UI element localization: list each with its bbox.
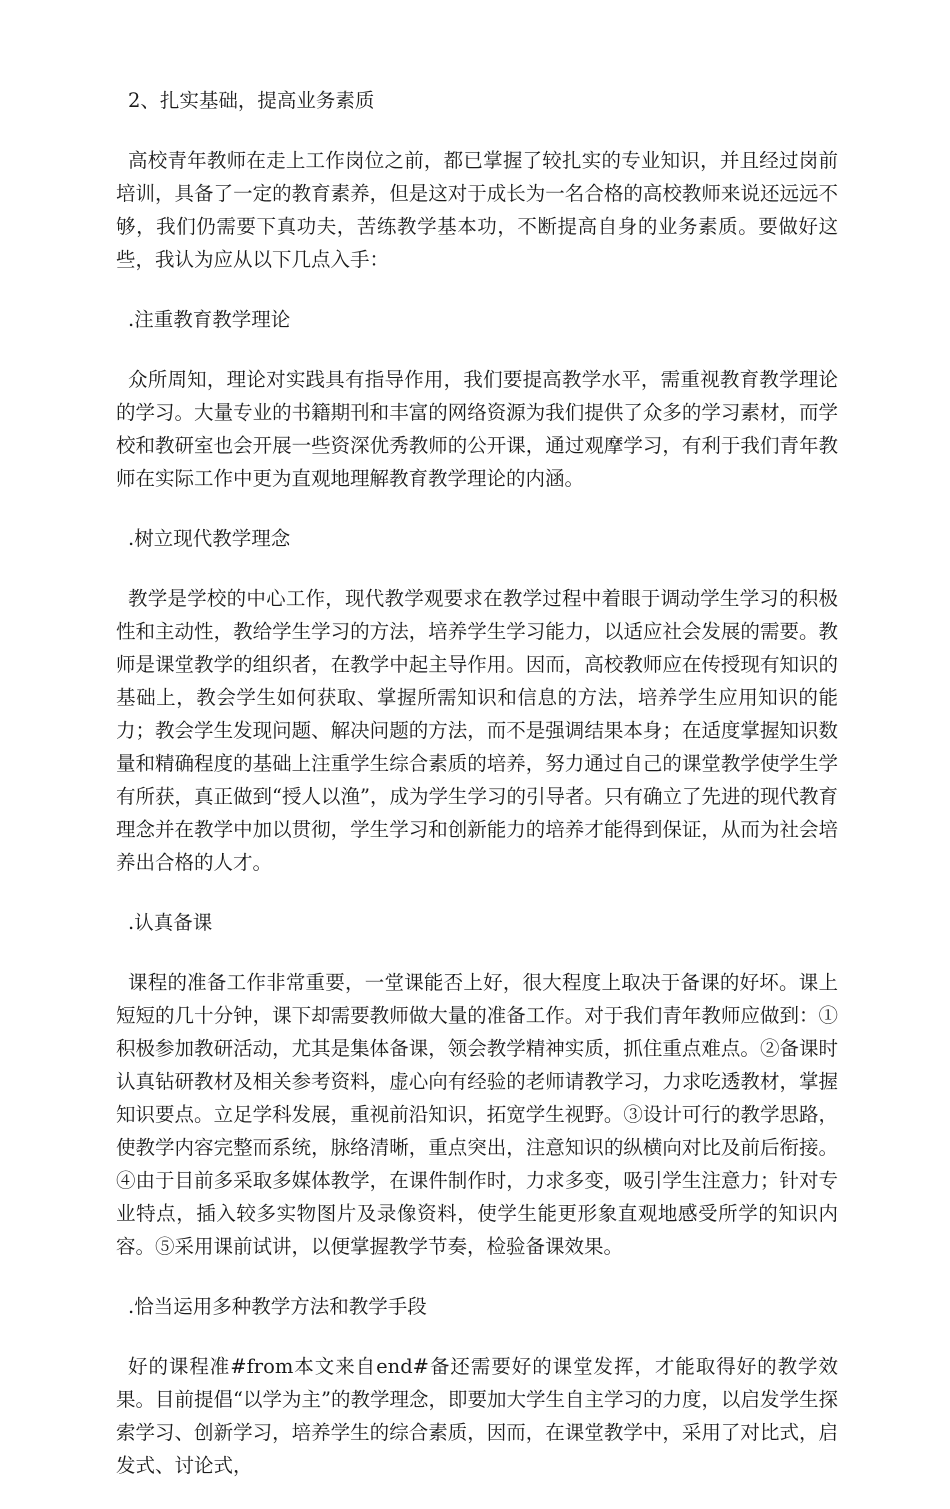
body-paragraph: 教学是学校的中心工作，现代教学观要求在教学过程中着眼于调动学生学习的积极性和主动性，教给学生学习的方法，培养学生学习能力，以适应社会发展的需要。教师是课堂教学的组织者，在教学中起主导作用。因而，高校教师应在传授现有知识的基础上，教会学生如何获取、掌握所需知识和信息的方法，培养学生应用知识的能力；教会学生发现问题、解决问题的方法，而不是强调结果本身；在适度掌握知识数量和精确程度的基础上注重学生综合素质的培养，努力通过自己的课堂教学使学生学有所获，真正做到“授人以渔”，成为学生学习的引导者。只有确立了先进的现代教育理念并在教学中加以贯彻，学生学习和创新能力的培养才能得到保证，从而为社会培养出合格的人才。 bbox=[116, 587, 838, 874]
subsection-heading: .认真备课 bbox=[128, 911, 213, 934]
subsection-heading: .恰当运用多种教学方法和教学手段 bbox=[128, 1295, 427, 1318]
body-paragraph: 高校青年教师在走上工作岗位之前，都已掌握了较扎实的专业知识，并且经过岗前培训，具备了一定的教育素养，但是这对于成长为一名合格的高校教师来说还远远不够，我们仍需要下真功夫，苦练教学基本功，不断提高自身的业务素质。要做好这些，我认为应从以下几点入手： bbox=[116, 149, 838, 271]
body-paragraph: 众所周知，理论对实践具有指导作用，我们要提高教学水平，需重视教育教学理论的学习。大量专业的书籍期刊和丰富的网络资源为我们提供了众多的学习素材，而学校和教研室也会开展一些资深优秀教师的公开课，通过观摩学习，有利于我们青年教师在实际工作中更为直观地理解教育教学理论的内涵。 bbox=[116, 368, 838, 490]
document-page bbox=[116, 84, 838, 1509]
subsection-heading: .树立现代教学理念 bbox=[128, 527, 291, 550]
body-paragraph: 课程的准备工作非常重要，一堂课能否上好，很大程度上取决于备课的好坏。课上短短的几十分钟，课下却需要教师做大量的准备工作。对于我们青年教师应做到：①积极参加教研活动，尤其是集体备课，领会教学精神实质，抓住重点难点。②备课时认真钻研教材及相关参考资料，虚心向有经验的老师请教学习，力求吃透教材，掌握知识要点。立足学科发展，重视前沿知识，拓宽学生视野。③设计可行的教学思路，使教学内容完整而系统，脉络清晰，重点突出，注意知识的纵横向对比及前后衔接。④由于目前多采取多媒体教学，在课件制作时，力求多变，吸引学生注意力；针对专业特点，插入较多实物图片及录像资料，使学生能更形象直观地感受所学的知识内容。⑤采用课前试讲，以便掌握教学节奏，检验备课效果。 bbox=[116, 971, 838, 1258]
subsection-heading: .注重教育教学理论 bbox=[128, 308, 291, 331]
body-paragraph: 好的课程准#from本文来自end#备还需要好的课堂发挥，才能取得好的教学效果。目前提倡“以学为主”的教学理念，即要加大学生自主学习的力度，以启发学生探索学习、创新学习，培养学生的综合素质，因而，在课堂教学中，采用了对比式，启发式、讨论式， bbox=[116, 1355, 838, 1477]
section-heading: 2、扎实基础，提高业务素质 bbox=[128, 89, 375, 112]
